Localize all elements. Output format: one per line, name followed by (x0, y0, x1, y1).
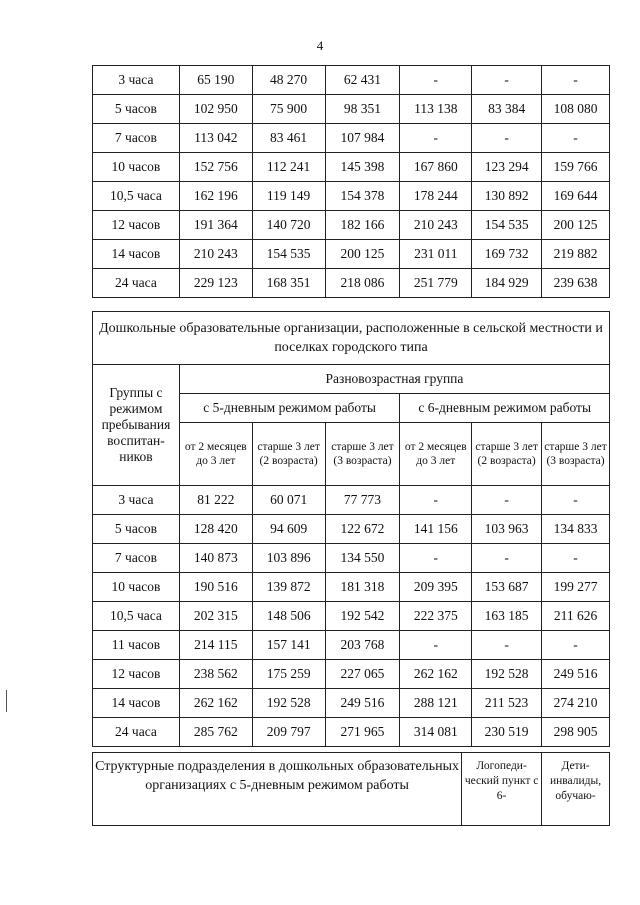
table-cell: - (542, 631, 610, 660)
table-cell: 230 519 (472, 718, 542, 747)
table-cell: 202 315 (179, 602, 252, 631)
table-cell: 113 138 (400, 95, 472, 124)
table-cell: - (542, 544, 610, 573)
table-cell: 154 378 (325, 182, 400, 211)
table-cell: 182 166 (325, 211, 400, 240)
table-cell: 210 243 (400, 211, 472, 240)
table-cell: 227 065 (325, 660, 400, 689)
table-cell: - (542, 66, 610, 95)
table-cell: 285 762 (179, 718, 252, 747)
table-cell: 169 644 (542, 182, 610, 211)
table-row (93, 544, 610, 573)
row-label: 12 часов (93, 660, 180, 689)
table-cell: 139 872 (252, 573, 325, 602)
table-cell: - (400, 486, 472, 515)
table-cell: 112 241 (252, 153, 325, 182)
table-cell: 152 756 (179, 153, 252, 182)
table-cell: 134 833 (542, 515, 610, 544)
table-row (93, 573, 610, 602)
table-cell: - (400, 124, 472, 153)
row-label: 24 часа (93, 718, 180, 747)
structural-units-caption: Структурные подразделения в дошкольных образовательных организациях с 5-дневным режимом работы (93, 753, 462, 826)
table-cell: 199 277 (542, 573, 610, 602)
table-cell: 211 626 (542, 602, 610, 631)
table-cell: 251 779 (400, 269, 472, 298)
table-cell: 103 896 (252, 544, 325, 573)
table-row (93, 631, 610, 660)
table-cell: 154 535 (252, 240, 325, 269)
table-row (93, 602, 610, 631)
table-cell: 210 243 (179, 240, 252, 269)
five-day-header: с 5-дневным режимом работы (179, 394, 399, 423)
table-cell: 192 528 (252, 689, 325, 718)
table-row (93, 124, 610, 153)
table-row (93, 269, 610, 298)
table-cell: 48 270 (252, 66, 325, 95)
row-label: 3 часа (93, 66, 180, 95)
row-label: 7 часов (93, 544, 180, 573)
table-cell: 60 071 (252, 486, 325, 515)
table-cell: 209 395 (400, 573, 472, 602)
table-cell: 108 080 (542, 95, 610, 124)
table-cell: 175 259 (252, 660, 325, 689)
table-cell: 81 222 (179, 486, 252, 515)
table-cell: 239 638 (542, 269, 610, 298)
table-cell: 191 364 (179, 211, 252, 240)
table-cell: 169 732 (472, 240, 542, 269)
table-cell: 119 149 (252, 182, 325, 211)
table-cell: 102 950 (179, 95, 252, 124)
disabled-children-header: Дети-инвалиды, обучаю- (542, 753, 610, 826)
row-label: 24 часа (93, 269, 180, 298)
table-cell: 200 125 (542, 211, 610, 240)
table-cell: 140 720 (252, 211, 325, 240)
table-cell: 222 375 (400, 602, 472, 631)
table-cell: 153 687 (472, 573, 542, 602)
table-cell: 94 609 (252, 515, 325, 544)
tariff-table-rural (92, 311, 610, 747)
table-cell: 192 542 (325, 602, 400, 631)
table-cell: 128 420 (179, 515, 252, 544)
table-cell: 200 125 (325, 240, 400, 269)
row-label: 11 часов (93, 631, 180, 660)
table-row (93, 515, 610, 544)
table-cell: 249 516 (325, 689, 400, 718)
row-label: 10 часов (93, 573, 180, 602)
table-cell: 65 190 (179, 66, 252, 95)
table-cell: 178 244 (400, 182, 472, 211)
table-cell: 163 185 (472, 602, 542, 631)
table-cell: 130 892 (472, 182, 542, 211)
table-cell: 83 461 (252, 124, 325, 153)
table-row (93, 689, 610, 718)
table-row (93, 486, 610, 515)
table-cell: 314 081 (400, 718, 472, 747)
table-cell: 77 773 (325, 486, 400, 515)
table-cell: 145 398 (325, 153, 400, 182)
table-cell: 134 550 (325, 544, 400, 573)
table-cell: 122 672 (325, 515, 400, 544)
row-label: 10,5 часа (93, 182, 180, 211)
table-cell: 271 965 (325, 718, 400, 747)
tariff-table-urban (92, 65, 610, 298)
table-cell: 231 011 (400, 240, 472, 269)
table-cell: - (400, 631, 472, 660)
row-label: 10 часов (93, 153, 180, 182)
table-cell: 154 535 (472, 211, 542, 240)
table-cell: 219 882 (542, 240, 610, 269)
table-cell: 157 141 (252, 631, 325, 660)
table-cell: 209 797 (252, 718, 325, 747)
table-cell: 75 900 (252, 95, 325, 124)
row-label: 7 часов (93, 124, 180, 153)
table-row (93, 182, 610, 211)
table-cell: - (542, 124, 610, 153)
table-cell: 214 115 (179, 631, 252, 660)
age-subheader: старше 3 лет (2 возраста) (252, 423, 325, 486)
table-cell: - (472, 124, 542, 153)
table-cell: 190 516 (179, 573, 252, 602)
row-label: 10,5 часа (93, 602, 180, 631)
group-mode-header: Группы с режимом пребывания воспитан-ников (93, 365, 180, 486)
table-cell: 98 351 (325, 95, 400, 124)
table-cell: 181 318 (325, 573, 400, 602)
table-row (93, 153, 610, 182)
structural-units-table (92, 752, 610, 826)
table-cell: 249 516 (542, 660, 610, 689)
age-subheader: от 2 месяцев до 3 лет (400, 423, 472, 486)
speech-therapy-header: Логопеди-ческий пункт с 6- (462, 753, 542, 826)
table-cell: - (472, 631, 542, 660)
table-cell: 159 766 (542, 153, 610, 182)
table-cell: - (472, 66, 542, 95)
table-caption: Дошкольные образовательные организации, расположенные в сельской местности и поселках городского типа (93, 312, 610, 365)
page-number: 4 (316, 38, 324, 53)
table-row (93, 211, 610, 240)
table-cell: 103 963 (472, 515, 542, 544)
row-label: 3 часа (93, 486, 180, 515)
table-cell: 107 984 (325, 124, 400, 153)
table-cell: 262 162 (400, 660, 472, 689)
age-subheader: старше 3 лет (3 возраста) (542, 423, 610, 486)
table-cell: 274 210 (542, 689, 610, 718)
table-cell: 192 528 (472, 660, 542, 689)
table-row (93, 66, 610, 95)
row-label: 12 часов (93, 211, 180, 240)
table-row (93, 718, 610, 747)
table-cell: 288 121 (400, 689, 472, 718)
table-cell: 168 351 (252, 269, 325, 298)
table-cell: - (400, 66, 472, 95)
table-cell: 113 042 (179, 124, 252, 153)
table-cell: 262 162 (179, 689, 252, 718)
row-label: 14 часов (93, 240, 180, 269)
table-cell: 123 294 (472, 153, 542, 182)
six-day-header: с 6-дневным режимом работы (400, 394, 610, 423)
table-row (93, 660, 610, 689)
table-cell: - (400, 544, 472, 573)
table-cell: 141 156 (400, 515, 472, 544)
table-cell: 298 905 (542, 718, 610, 747)
row-label: 5 часов (93, 95, 180, 124)
table-cell: - (472, 544, 542, 573)
table-cell: 238 562 (179, 660, 252, 689)
table-cell: 83 384 (472, 95, 542, 124)
table-cell: 218 086 (325, 269, 400, 298)
age-subheader: старше 3 лет (2 возраста) (472, 423, 542, 486)
table-row (93, 240, 610, 269)
table-row (93, 95, 610, 124)
table-cell: 140 873 (179, 544, 252, 573)
table-cell: 167 860 (400, 153, 472, 182)
age-subheader: от 2 месяцев до 3 лет (179, 423, 252, 486)
row-label: 5 часов (93, 515, 180, 544)
table-cell: - (542, 486, 610, 515)
table-cell: 203 768 (325, 631, 400, 660)
margin-mark (6, 690, 7, 712)
table-cell: 148 506 (252, 602, 325, 631)
row-label: 14 часов (93, 689, 180, 718)
age-subheader: старше 3 лет (3 возраста) (325, 423, 400, 486)
table-cell: 162 196 (179, 182, 252, 211)
table-cell: 211 523 (472, 689, 542, 718)
table-cell: 229 123 (179, 269, 252, 298)
table-cell: 62 431 (325, 66, 400, 95)
table-cell: 184 929 (472, 269, 542, 298)
table-cell: - (472, 486, 542, 515)
age-group-header: Разновозрастная группа (179, 365, 609, 394)
